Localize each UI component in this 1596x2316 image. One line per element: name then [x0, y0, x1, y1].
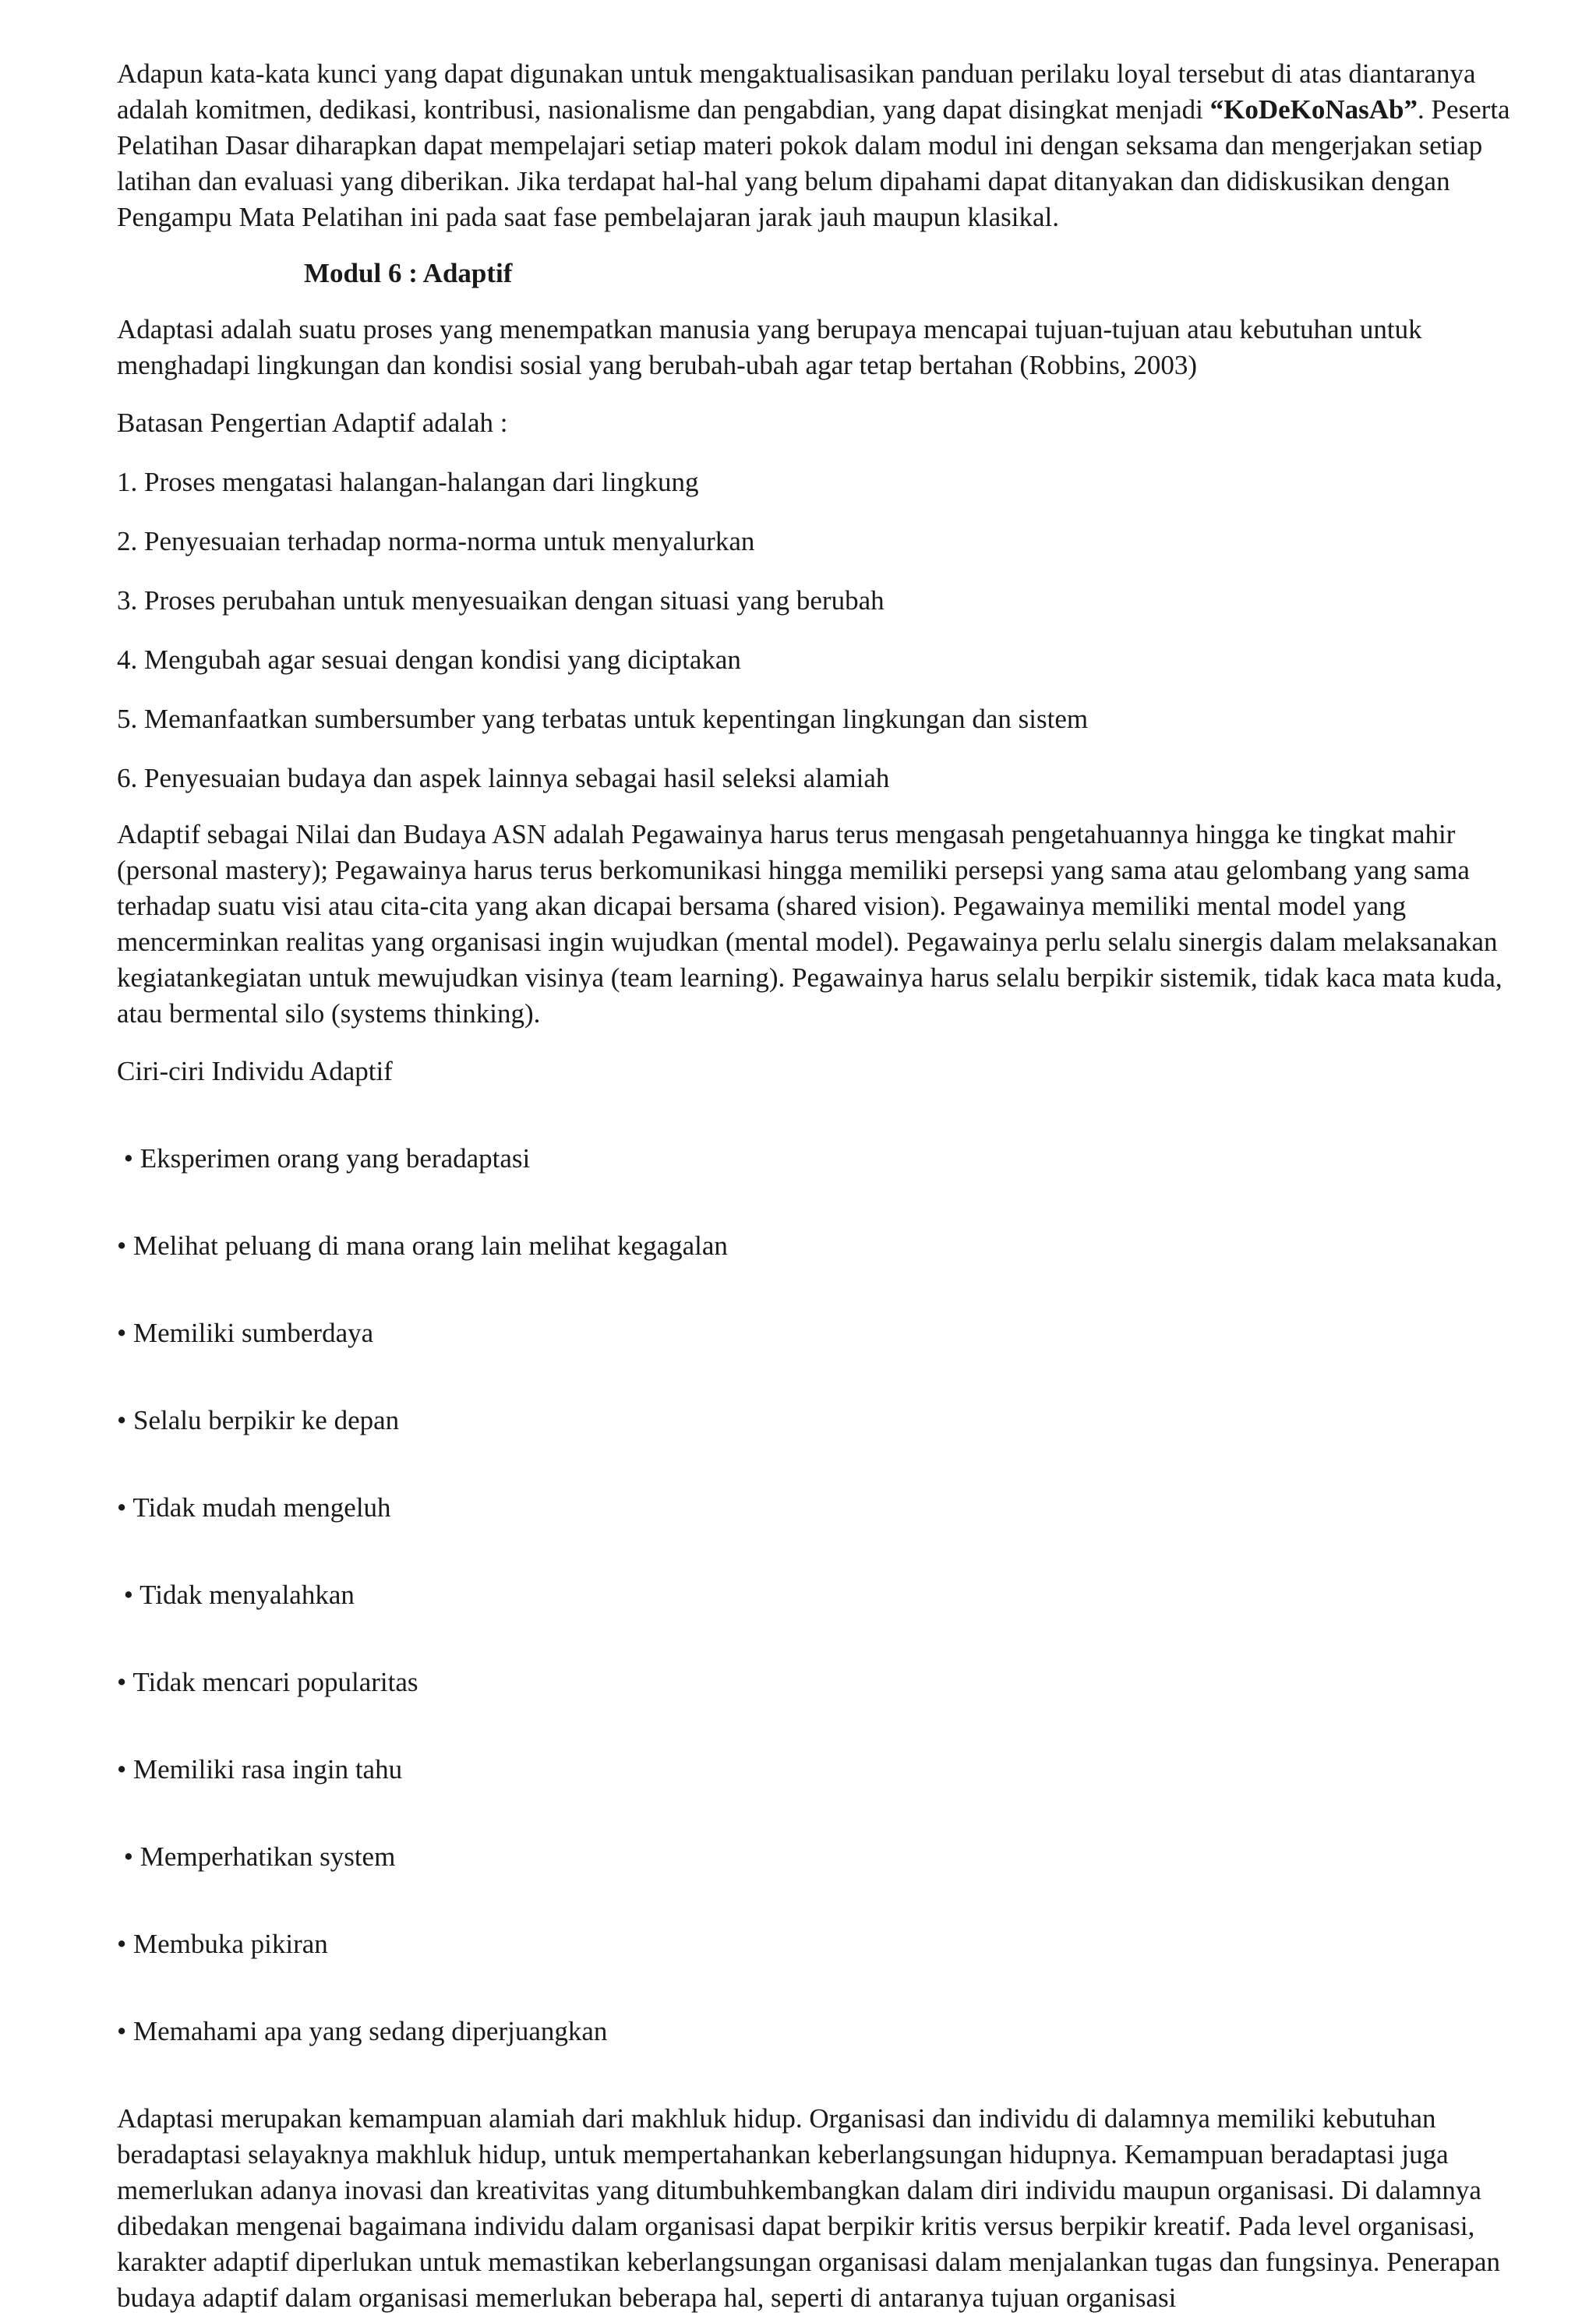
limits-title: Batasan Pengertian Adaptif adalah : — [117, 408, 508, 438]
traits-list — [117, 1089, 1518, 2078]
list-item: • Memiliki sumberdaya — [117, 1318, 374, 1348]
intro-text-start: Adapun kata-kata kunci yang dapat digunakan untuk mengaktualisasikan panduan perilaku loyal tersebut di atas diantaranya adalah komitmen, dedikasi, kontribusi, nasionalisme dan pengabdian, yang dapat disingkat menjadi — [117, 58, 1476, 125]
list-item: 4. Mengubah agar sesuai dengan kondisi yang diciptakan — [117, 644, 741, 675]
list-item: 5. Memanfaatkan sumbersumber yang terbatas untuk kepentingan lingkungan dan sistem — [117, 704, 1089, 734]
closing-paragraph: Adaptasi merupakan kemampuan alamiah dari makhluk hidup. Organisasi dan individu di dalamnya memiliki kebutuhan beradaptasi selayaknya makhluk hidup, untuk mempertahankan keberlangsungan hidupnya. Kemampuan beradaptasi juga memerlukan adanya inovasi dan kreativitas yang ditumbuhkembangkan dalam diri individu maupun organisasi. Di dalamnya dibedakan mengenai bagaimana individu dalam organisasi dapat berpikir kritis versus berpikir kreatif. Pada level organisasi, karakter adaptif diperlukan untuk memastikan keberlangsungan organisasi dalam menjalankan tugas dan fungsinya. Penerapan budaya adaptif dalam organisasi memerlukan beberapa hal, seperti di antaranya tujuan organisasi — [117, 2103, 1501, 2313]
intro-paragraph — [117, 56, 1518, 235]
list-item: • Melihat peluang di mana orang lain melihat kegagalan — [117, 1230, 728, 1261]
list-item: • Membuka pikiran — [117, 1929, 328, 1959]
list-item: • Tidak mudah mengeluh — [117, 1492, 391, 1523]
definition-paragraph: Adaptasi adalah suatu proses yang menempatkan manusia yang berupaya mencapai tujuan-tujuan atau kebutuhan untuk menghadapi lingkungan dan kondisi sosial yang berubah-ubah agar tetap bertahan (Robbins, 2003) — [117, 314, 1422, 380]
list-item: • Eksperimen orang yang beradaptasi — [117, 1143, 531, 1174]
list-item: • Memiliki rasa ingin tahu — [117, 1754, 403, 1785]
list-item: 6. Penyesuaian budaya dan aspek lainnya sebagai hasil seleksi alamiah — [117, 763, 890, 793]
intro-text-end: . Peserta Pelatihan Dasar diharapkan dapat mempelajari setiap materi pokok dalam modul ini dengan seksama dan mengerjakan setiap latihan dan evaluasi yang diberikan. Jika terdapat hal-hal yang belum dipahami dapat ditanyakan dan didiskusikan dengan Pengampu Mata Pelatihan ini pada saat fase pembelajaran jarak jauh maupun klasikal. — [117, 94, 1510, 232]
list-item: 1. Proses mengatasi halangan-halangan dari lingkung — [117, 467, 699, 497]
list-item: • Tidak menyalahkan — [117, 1580, 355, 1610]
values-paragraph: Adaptif sebagai Nilai dan Budaya ASN adalah Pegawainya harus terus mengasah pengetahuannya hingga ke tingkat mahir (personal mastery); Pegawainya harus terus berkomunikasi hingga memiliki persepsi yang sama atau gelombang yang sama terhadap suatu visi atau cita-cita yang akan dicapai bersama (shared vision). Pegawainya memiliki mental model yang mencerminkan realitas yang organisasi ingin wujudkan (mental model). Pegawainya perlu selalu sinergis dalam melaksanakan kegiatankegiatan untuk mewujudkan visinya (team learning). Pegawainya harus selalu berpikir sistemik, tidak kaca mata kuda, atau bermental silo (systems thinking). — [117, 819, 1502, 1029]
list-item: • Selalu berpikir ke depan — [117, 1405, 400, 1435]
list-item: 3. Proses perubahan untuk menyesuaikan dengan situasi yang berubah — [117, 585, 885, 616]
list-item: • Memahami apa yang sedang diperjuangkan — [117, 2016, 608, 2046]
list-item: • Memperhatikan system — [117, 1841, 396, 1872]
acronym-bold: “KoDeKoNasAb” — [1209, 94, 1418, 125]
traits-title: Ciri-ciri Individu Adaptif — [117, 1056, 393, 1086]
list-item: 2. Penyesuaian terhadap norma-norma untuk menyalurkan — [117, 526, 755, 556]
limits-list — [117, 464, 1518, 796]
module-heading: Modul 6 : Adaptif — [304, 258, 513, 288]
list-item: • Tidak mencari popularitas — [117, 1667, 418, 1697]
